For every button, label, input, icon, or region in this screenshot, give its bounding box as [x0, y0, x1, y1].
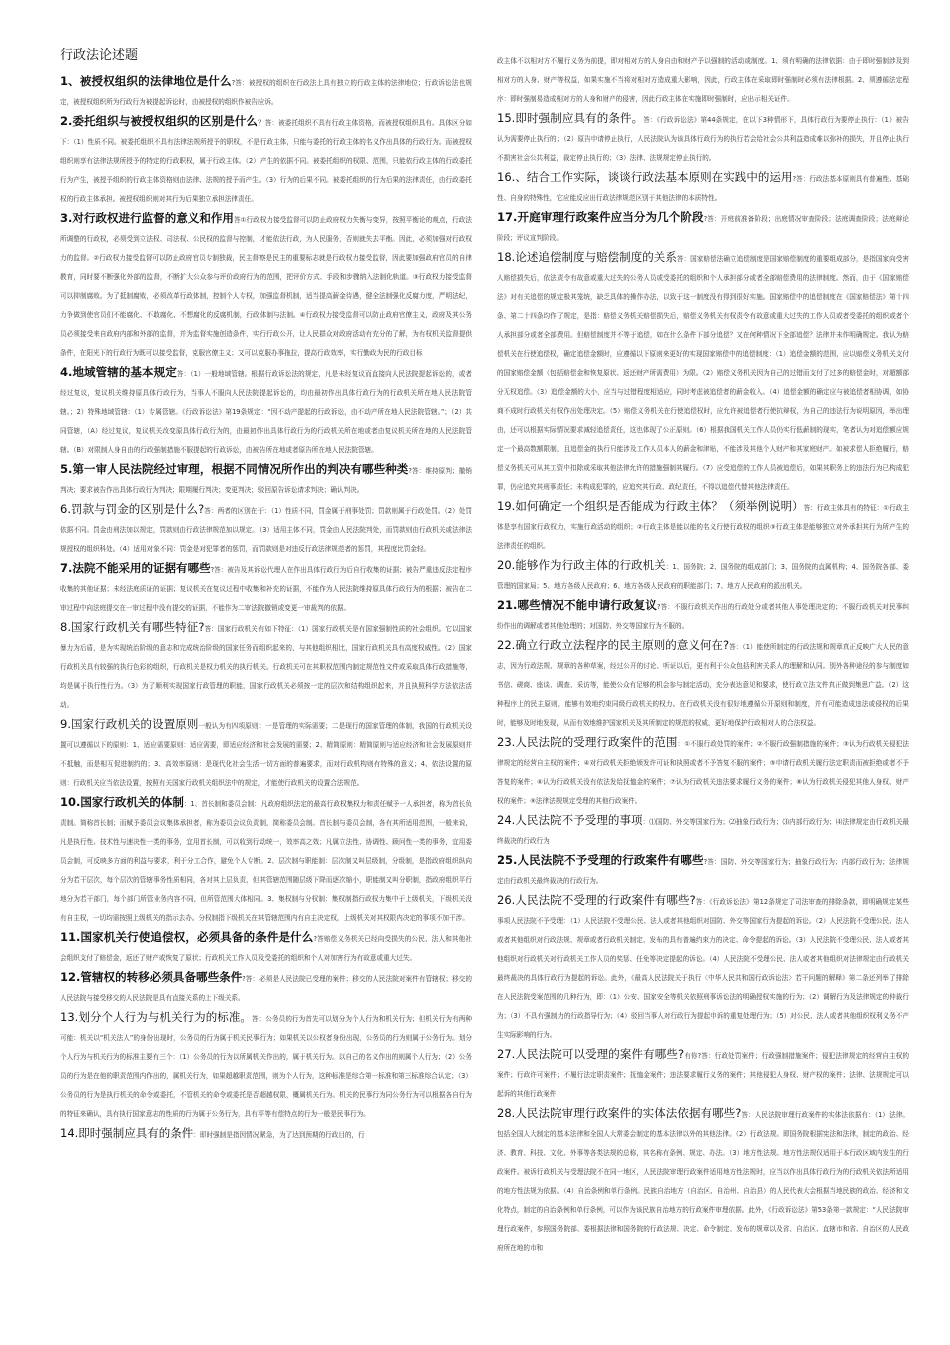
question-item [497, 554, 909, 592]
question-item [60, 791, 472, 924]
question-heading: 20.能够作为行政主体的行政机关 [497, 558, 666, 572]
question-heading: 10.国家行政机关的体制 [60, 795, 184, 809]
answer-text: ?答：被告及其诉讼代理人在作出具体行政行为后自行收集的证据；被告严重违反法定程序收集的其他证据；未经法庭质证的证据；复议机关在复议过程中收集和补充的证据，不能作为人民法院维持原具体行政行为的根据；被告在二审过程中向法庭提交在一审过程中没有提交的证据，不能作为二审法院撤销或变更一审裁判的依据。 [60, 566, 473, 612]
question-item [60, 458, 472, 496]
document-title: 行政法论述题 [60, 48, 139, 63]
answer-text: 答：国家赔偿法确立追偿制度是国家赔偿制度的重要组成部分，是指国家向受害人赔偿损失后，依法责令有故意或重大过失的公务人员或受委托的组织和个人承担部分或者全部赔偿费用的法律制度。然而，由于《国家赔偿法》对有关追偿的规定极其笼统，缺乏具体的操作办法，以致于这一制度没有得到很好实施。国家赔偿中的追偿制度在《国家赔偿法》第十四条、第二十四条均作了规定，是指：赔偿义务机关赔偿损失后，赔偿义务机关有权责令有故意或重大过失的工作人员或者受委托的组织或者个人承担部分或者全部费用。但赔偿制度并不等于追偿，如在什么条件下部分追偿？又在何种情况下全部追偿？法律并未作明确规定。我认为赔偿机关在行使追偿权，确定追偿金额时，应遵循以下原则来更好的实现国家赔偿中的追偿制度：（1）追偿金额的范围，应以赔偿义务机关支付的国家赔偿金额（包括赔偿金和恢复原状、返还财产所需费用）为限。（2）赔偿义务机关因为自己的过错而支付了过多的赔偿金时，对超额部分无权追偿。（3）追偿金额的大小，应当与过错程度相适应，同时考虑被追偿者的薪金收入。（4）追偿金额的确定应与被追偿者相协调，如协商不成时行政机关有权作出处理决定。（5）赔偿义务机关在行使追偿权时，应允许被追偿者行使抗辩权，为自己的违法行为说明原因，举出理由，还可以根据实际情况要求减轻追偿责任，这也体现了公正原则。（6）根据我国机关工作人员仍实行低薪制的现实，笔者认为对追偿额应规定一个最高数额限制，且追偿金的执行只能涉及工作人员本人的薪金和津贴，不能涉及其他个人财产和其家庭财产。如被求偿人拒绝履行，赔偿义务机关可从其工资中扣除或采取其他法律允许的措施强制其履行。（7）应受追偿的工作人员被追偿后，如果其职务上的违法行为已构成犯罪，仍应追究其刑事责任；未构成犯罪的，应追究其行政、政纪责任，不得以追偿代替其他法律责任。 [497, 255, 910, 491]
answer-text: ?答：国防、外交等国家行为；抽象行政行为；内部行政行为；法律规定由行政机关最终裁决的行政行为。 [497, 858, 909, 885]
question-heading: 5.第一审人民法院经过审理，根据不同情况所作出的判决有哪些种类 [60, 462, 409, 476]
answer-text: ：1、国务院；2、国务院的组成部门；3、国务院的直属机构；4、国务院各部、委管理的国家局；5、地方各级人民政府；6、地方各级人民政府的职能部门；7、地方人民政府的派出机关。 [497, 563, 909, 590]
question-item [497, 634, 909, 729]
question-heading: 8.国家行政机关有哪些特征? [60, 620, 205, 634]
question-heading: 12.管辖权的转移必须具备哪些条件 [60, 970, 243, 984]
question-item [497, 166, 909, 204]
answer-text: 一般认为有四项原则：一是管理的实际需要；二是现行的国家管理的体制，我国的行政机关设置可以遵循以下的原则：1、适应需要原则：适应需要，即适应经济和社会发展的需要；2、精简原则：精简原则与适应经济和社会发展原则并不抵触，而是相互促进制约的；3、高效率原则：是现代化社会生活一切方面的普遍要求，而对行政机构则有特殊的意义；4、依法设置的原则：行政机关应当依法设置，按照有关国家行政机关组织法中的规定，才能使行政机关的设置合法规范。 [60, 722, 472, 787]
answer-text: ：⑴国防、外交等国家行为；⑵抽象行政行为；⑶内部行政行为；⑷法律规定由行政机关最终裁决的行政行为 [497, 818, 909, 845]
question-heading: 22.确立行政立法程序的民主原则的意义何在? [497, 638, 730, 652]
answer-text: ?答：行政法基本原则具有普遍性、基础性、自身的特殊性，它应能反应出行政法律规范区别于其他法律的本质特性。 [497, 175, 909, 202]
question-item [60, 713, 472, 789]
question-heading: 23.人民法院的受理行政案件的范围 [497, 735, 678, 749]
question-item [497, 495, 909, 552]
answer-text: ?答：被授权的组织在行政法上具有独立的行政主体的法律地位；行政诉讼法也规定，被授权组织所为行政行为被提起诉讼时，由被授权的组织作被告应诉。 [60, 79, 473, 106]
question-heading: 18.论述追偿制度与赔偿制度的关系 [497, 250, 677, 264]
answer-text: ?答：维持原判；撤销判决；要求被告作出具体行政行为判决；限期履行判决；变更判决；驳回原告诉讼请求判决；确认判决。 [60, 467, 472, 494]
answer-text: 有你?答：行政处罚案件；行政强制措施案件；侵犯法律规定的经营自主权的案件；行政许可案件；不履行法定职责案件；抚恤金案件；违法要求履行义务的案件；其他侵犯人身权、财产权的案件；法律、法规规定可以起诉的其他行政案件 [497, 1052, 909, 1098]
question-item [497, 594, 909, 632]
answer-text: ?答：不服行政机关作出的行政处分或者其他人事处理决定的；不服行政机关对民事纠纷作出的调解或者其他处理的；对国防、外交等国家行为不服的。 [497, 603, 910, 630]
question-item [60, 966, 472, 1004]
question-heading: 25.人民法院不予受理的行政案件有哪些 [497, 853, 704, 867]
question-heading: 1、被授权组织的法律地位是什么 [60, 74, 232, 88]
answer-text: 答：（1）一般地域管辖。根据行政诉讼法的规定，凡是未经复议而直接向人民法院提起诉讼的，或者经过复议，复议机关维持原具体行政行为，当事人不服向人民法院提起诉讼的，均由最初作出具体行政行为的行政机关所在地人民法院管辖。；2）特殊地域管辖：（1）专属管辖。《行政诉讼法》第19条规定：“因不动产提起的行政诉讼，由不动产所在地人民法院管辖。”；（2）共同管辖，（A）经过复议，复议机关改变原具体行政行为的，由最初作出具体行政行为的行政机关所在地或者由复议机关所在地的人民法院管辖。（B）对限制人身自由的行政强制措施不服提起的行政诉讼，由被告所在地或者原告所在地人民法院管辖。 [60, 370, 472, 454]
question-item [497, 1102, 909, 1254]
question-item [497, 889, 909, 1041]
answer-text: 答：公务员的行为首先可以划分为个人行为和机关行为；但机关行为有两种可能：机关以“机关法人”的身份出现时，公务员的行为属于机关民事行为；如果机关以公权者身份出现，公务员的行为则属于公务行为。划分个人行为与机关行为的标准主要有三个：（1）公务员的行为以所属机关作出的，属于机关行为。以自己的名义作出的则属个人行为；（2）公务员的行为是在他的职责范围内作出的，属机关行为，如果超越职责范围，则为个人行为，这种标准是综合第一标准和第三标准综合认定；（3）公务员的行为是执行机关的命令或委托，不管机关的命令或委托是否超越权限，概属机关行为。机关的民事行为同公务行为可以根据各自行为的特征来确认，具有执行国家意志的性质的行为属于公务行为，具有平等有偿特点的行为一般是民事行为。 [60, 1015, 472, 1118]
question-heading: 6.罚款与罚金的区别是什么? [60, 502, 205, 516]
answer-text: ：①不服行政处罚的案件；②不服行政强制措施的案件；③认为行政机关侵犯法律规定的经营自主权的案件；④对行政机关拒绝颁发许可证和执照或者不予答复不服的案件；⑤申请行政机关履行法定职责而被拒绝或者不予答复的案件；⑥认为行政机关没有依法发给抚恤金的案件；⑦认为行政机关违法要求履行义务的案件；⑧认为行政机关侵犯其他人身权、财产权的案件；⑨法律法规规定受理的其他行政案件。 [497, 740, 910, 805]
question-item [60, 498, 472, 555]
answer-text: 答：人民法院审理行政案件的实体法依据有：（1）法律。包括全国人大制定的基本法律和全国人大常委会制定的基本法律以外的其他法律。（2）行政法规。即国务院根据宪法和法律，制定的政治、经济、教育、科技、文化、外事等各类法规的总称，其名称有条例、规定、办法。（3）地方性法规。地方性法规仅适用于本行政区域内发生的行政案件。被诉行政机关与受理法院不在同一地区，人民法院审理行政案件适用地方性法规时，应当以作出具体行政行为的行政机关依法所适用的地方性法规为依据。（4）自治条例和单行条例。民族自治地方（自治区、自治州、自治县）的人民代表大会根据当地民族的政治、经济和文化特点，制定的自治条例和单行条例，可以作为该民族自治地方的行政案件审理依据。此外，《行政诉讼法》第53条第一款规定：“人民法院审理行政案件，参照国务院部、委根据法律和国务院的行政法规、决定、命令制定、发布的规章以及省、自治区、直辖市和省、自治区的人民政府所在地的市和 [497, 1111, 909, 1252]
left-question-list [60, 70, 472, 1141]
question-item [497, 48, 909, 105]
question-heading: 19.如何确定一个组织是否能成为行政主体？（须举例说明） [497, 499, 804, 513]
question-heading: 26.人民法院不受理的行政案件有哪些? [497, 893, 696, 907]
question-item [497, 246, 909, 493]
question-heading: 28.人民法院审理行政案件的实体法依据有哪些? [497, 1106, 742, 1120]
question-heading: 4.地域管辖的基本规定 [60, 365, 177, 379]
answer-text: 答：国家行政机关有如下特征：（1）国家行政机关是有国家强制性质的社会组织。它以国家暴力为后盾，是为实现统治阶级的意志和完成统治阶级的国家任务而组织起来的，与其他组织相比，国家行政机关具有高度权威性。（2）国家行政机关具有较强的执行色彩的组织，行政机关是权力机关的执行机关。行政机关可在其职权范围内制定规范性文件或采取具体行政措施等，均是属于执行性行为。（3）为了顺利实现国家行政管理的职能，国家行政机关必须按一定的层次和结构组织起来，并且执照科学方法依法活动。 [60, 625, 472, 709]
answer-text: ？答：被委托组织不具有行政主体资格，而被授权组织具有。具体区分如下：（1）性质不同。被委托组织不具有法律法规所授予的职权，不是行政主体，只能与委托的行政主体的名义作出具体的行政行为。而被授权组织则享有法律法规所授予的特定的行政职权，属于行政主体。（2）产生的依据不同。被委托组织的权限、范围，只能依行政主体的行政委托行为产生，被授予组织的行政主体资格则由法律、法规的授予而产生。（3）行为的后果不同。被委托组织的行为后果的法律责任，由行政委托权的行政主体承担。被授权组织则对其行为后果独立承担法律责任。 [60, 119, 473, 203]
question-item [497, 206, 909, 244]
question-item [60, 926, 472, 964]
question-item [497, 809, 909, 847]
question-item [60, 207, 472, 359]
question-heading: 13.划分个人行为与机关行为的标准。 [60, 1010, 252, 1024]
question-heading: 2.委托组织与被授权组织的区别是什么 [60, 114, 259, 128]
question-item [60, 110, 472, 205]
question-heading: 14.即时强制应具有的条件 [60, 1126, 194, 1140]
right-column [497, 48, 909, 1256]
question-item [497, 849, 909, 887]
question-item [60, 70, 472, 108]
question-heading: 11.国家机关行使追偿权，必须具备的条件是什么 [60, 930, 314, 944]
question-heading: 16.、结合工作实际，谈谈行政法基本原则在实践中的运用 [497, 170, 793, 184]
answer-text: 答①行政权力接受监督可以防止政府权力失衡与变异，按照平衡论的观点，行政法所调整的行政权，必须受到立法权、司法权、公民权的监督与控制，才能依法行政，为人民服务，否则就失去平衡。因此，必须加强对行政权力的监督。②行政权力接受监督可以防止政府官员专制独裁，民主督察是民主的重要标志就是行政权力接受监督，因此要加强政府官员的自律教育，同时要不断强化外部的监督，不断扩大公众参与评价政府行为的范围，把评价方式、手段和步骤纳入法制化轨道。③行政权力接受监督可以抑制腐败。为了抵制腐败，必须改革行政体制，控制个人专权，加强监督机制，适当提高薪金待遇，健全法制强化反腐力度，严明法纪，力争做到使官员们不能腐化、不敢腐化、不想腐化的反腐机制，行政体制与法制。④行政权力接受监督可以防止政府官僚主义，政府及其公务员必须接受来自政府内部和外部的监督，并为监督实施创造条件，实行行政公开，让人民群众对政府活动有充分的了解，为有权机关监督提供条件，在阳光下的行政行为既可以接受监督，克服官僚主义；又可以克服办事拖拉，提高行政效率，实行勤政为民的行政目标 [60, 216, 472, 357]
answer-text: ?答：必须是人民法院已受理的案件；移交的人民法院对案件有管辖权；移交的人民法院与接受移交的人民法院是具有直接关系的上下级关系。 [60, 975, 473, 1002]
answer-text: 政主体不以相对方不履行义务为前提，即对相对方的人身自由和财产予以强制的活动或制度。1、须有明确的法律依据：由于即时强制涉及到相对方的人身、财产等权益，如果实施不当将对相对方造成重大影响，因此，行政主体在采取即时强制时必须有法律根据。2、须遵循法定程序：即时强制易造成相对方的人身和财产的侵害，因此行政主体在实施即时强制时，应出示相关证件。 [497, 57, 909, 103]
question-heading: 7.法院不能采用的证据有哪些 [60, 561, 211, 575]
answer-text: 答：（1）能使所制定的行政法规和规章真正反映广大人民的意志，因为行政法规、规章的各种草案，经过公开的讨论、听证以后，更有利于公众包括利害关系人的理解和认同。别外各种途径的参与制度如书信、磋商、座谈、调查、采访等，能使公众有足够的机会参与制定活动，充分表达意见和要求，使行政立法文件真正做到集思广益。（2）这种程序上的民主原则，能够有效地约束同级行政机关的权力。在行政机关没有很好地遵循公开原则和制度，并有可能造成违法或侵权的后果时，能够及时地发现，从而有效地维护国家机关及其所制定的规范的权威，更好地保护行政相对人的合法权益。 [497, 643, 909, 727]
question-heading: 15.即时强制应具有的条件。 [497, 111, 644, 125]
question-heading: 24.人民法院不予受理的事项 [497, 813, 643, 827]
question-item [60, 616, 472, 711]
answer-text: ：即时强制是指因情况紧急，为了达到预期的行政目的，行 [193, 1131, 365, 1139]
left-column [60, 48, 472, 1143]
question-item [60, 361, 472, 456]
answer-text: ?答赔偿义务机关已经向受损失的公民、法人和其他社会组织支付了赔偿金，返还了财产或恢复了原状；行政机关工作人员及受委托的组织和个人对加害行为有故意或重大过失。 [60, 935, 473, 962]
question-item [497, 1043, 909, 1100]
question-heading: 17.开庭审理行政案件应当分为几个阶段 [497, 210, 704, 224]
answer-text: ：1、首长制和委员会制：凡政府组织法定的最高行政权集权力和责任赋予一人承担者，称为首长负责制。简称首长制；而赋予委员会议集体承担者，称为委员会议负责制，简称委员会制。首长制与委员会制，各有其所适用范围，一般来说，凡是执行性、技术性与速决性一类的事务，宜用首长制，可以收到行动统一，效率高之效；凡属立法性、协调性、顾问性一类的事务，宜用委员会制，可反映多方面的利益与要求，利于分工合作，避免个人专断。2、层次制与职能制：层次制又叫层级制，分级制，是指政府组织纵向分为若干层次，每个层次的管辖事务性质相同，各对其上层负责，但其管辖范围随层级下降而逐次缩小，职能制又叫分职制，指政府组织平行地分为若干部门，每个部门所管业务内容不同，但所管范围大体相同。3、集权制与分权制：集权制指行政权力集中于上级机关，下级机关没有自主权，一切均需按照上级机关的指示去办。分权制指下级机关在其管辖范围内有自主决定权，上级机关对其权限内决定的事项不加干涉。 [60, 800, 472, 922]
right-question-list [497, 48, 909, 1254]
answer-text: 答：《行政诉讼法》第12条规定了司法审查的排除条款，即明确规定某些事项人民法院不予受理：（1）人民法院不受理公民、法人或者其他组织对国防、外交等国家行为提起的诉讼。（2）人民法院不受理公民、法人或者其他组织对行政法规、规章或者行政机关制定、发布的具有普遍约束力的决定、命令提起的诉讼。（3）人民法院不受理公民、法人或者其他组织对行政机关对行政机关工作人员的奖惩、任免等决定提起的诉讼。（4）人民法院不受理公民、法人或者其他组织对法律规定由行政机关最终裁决的具体行政行为提起的诉讼。此外，《最高人民法院关于执行〈中华人民共和国行政诉讼法〉若干问题的解释》第二条还列举了排除在人民法院受案范围的几种行为，即：（1）公安、国家安全等机关依照刑事诉讼法的明确授权实施的行为；（2）调解行为及法律规定的仲裁行为；（3）不具有强制力的行政指导行为；（4）驳回当事人对行政行为提起申诉的重复处理行为；（5）对公民、法人或者其他组织权利义务不产生实际影响的行为。 [497, 898, 909, 1039]
question-heading: 21.哪些情况不能申请行政复议 [497, 598, 657, 612]
answer-text: 答：《行政诉讼法》第44条规定，在以下3种情形下，具体行政行为要停止执行：（1）被告认为需要停止执行的；（2）原告申请停止执行，人民法院认为该具体行政行为的执行若会给社会公共利益造成难以弥补的损失，并且停止执行不损害社会公共利益，裁定停止执行的；（3）法律、法规规定停止执行的。 [497, 116, 909, 162]
question-heading: 9.国家行政机关的设置原则 [60, 717, 199, 731]
answer-text: ?答：开庭前准备阶段；出庭情况审查阶段；法庭调查阶段；法庭辩论阶段；评议宣判阶段。 [497, 215, 909, 242]
question-item [60, 557, 472, 614]
question-heading: 3.对行政权进行监督的意义和作用 [60, 211, 234, 225]
question-item [60, 1006, 472, 1120]
answer-text: 答：行政主体具有的特征：①行政主体是享有国家行政权力，实施行政活动的组织；②行政主体是能以能的名义行使行政权的组织③行政主体是能够独立对外承担其行为所产生的法律责任的组织。 [497, 504, 909, 550]
question-heading: 27.人民法院可以受理的案件有哪些? [497, 1047, 685, 1061]
question-item [60, 1122, 472, 1141]
question-item [497, 107, 909, 164]
answer-text: 答：两者的区别在于：（1）性质不同，罚金属于刑事处罚；罚款则属于行政处罚。（2）处罚依据不同。罚金由刑法加以规定，罚款则由行政法律规范加以规定。（3）适用主体不同，罚金由人民法院判处，而罚款则由行政机关或法律法规授权的组织科处。（4）适用对象不同：罚金是对犯罪者的惩罚，而罚款则是对违反行政法律规范者的惩罚，其程度比罚金轻。 [60, 507, 472, 553]
question-item [497, 731, 909, 807]
